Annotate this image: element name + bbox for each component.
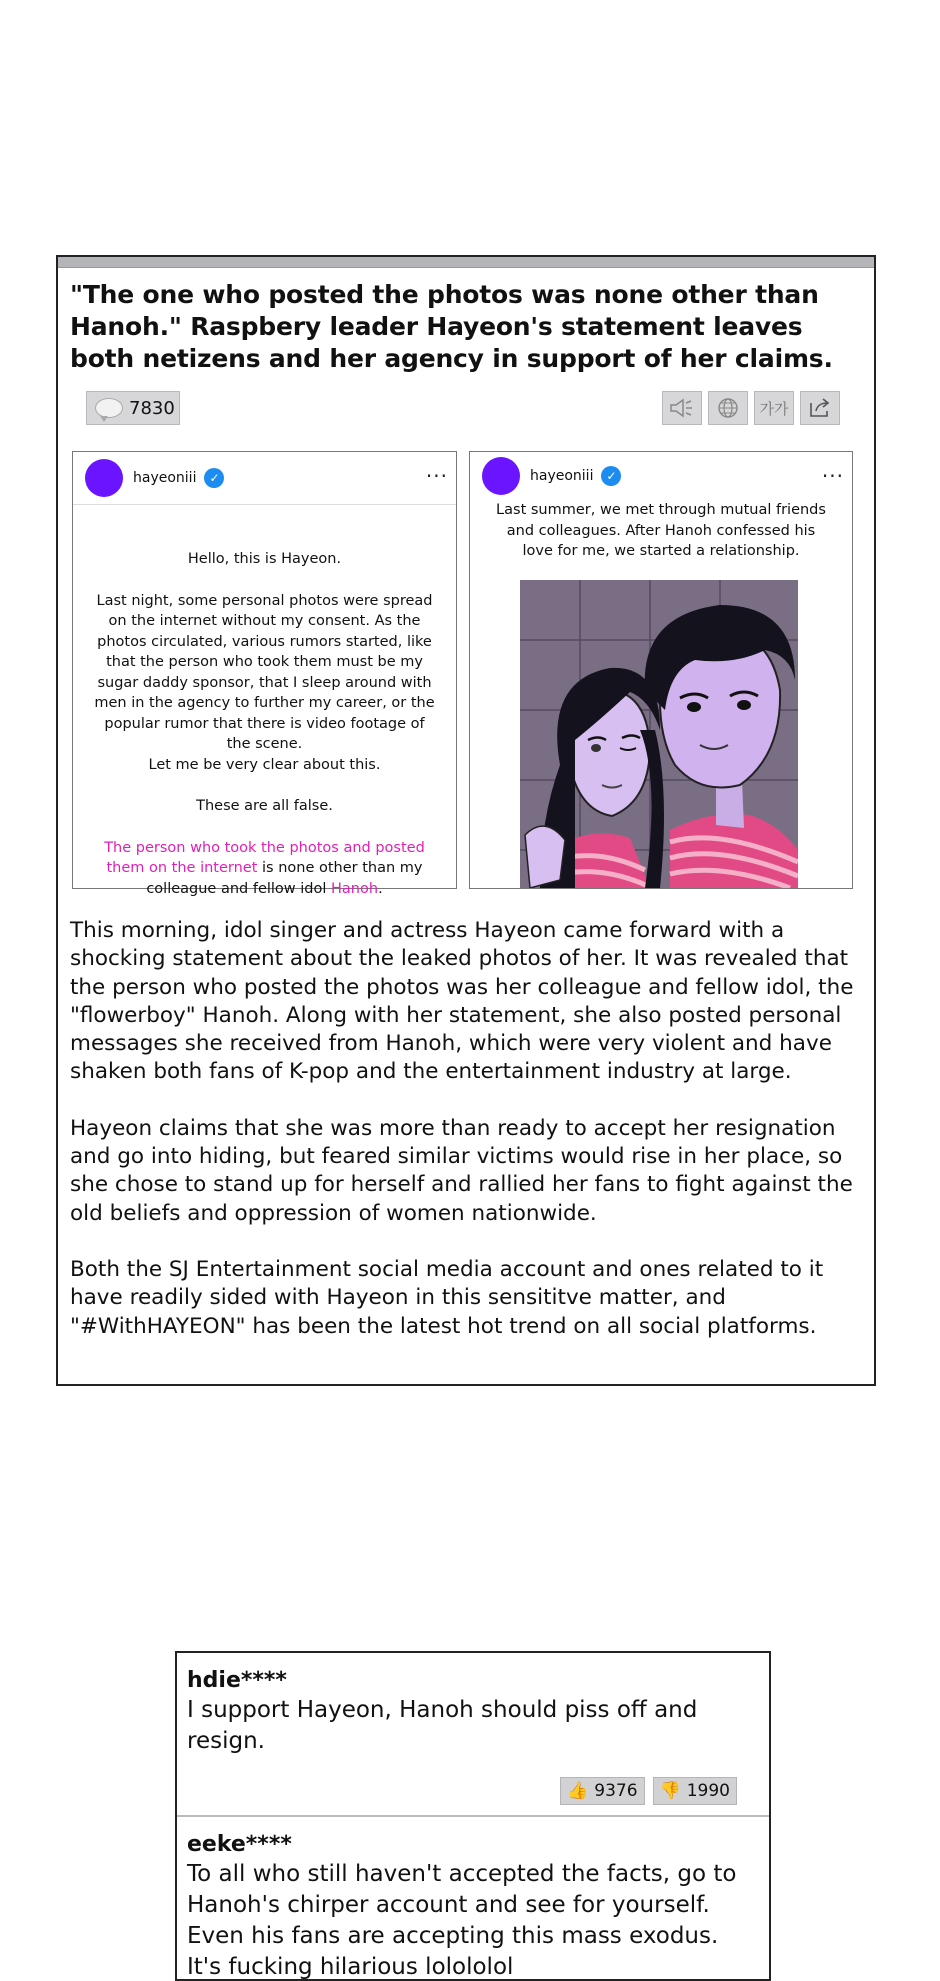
post-text: is none other than my colleague and fellow idol xyxy=(146,860,423,897)
speaker-icon xyxy=(669,397,695,419)
post-greeting: Hello, this is Hayeon. xyxy=(187,551,342,567)
avatar[interactable] xyxy=(85,459,123,497)
article-body xyxy=(70,917,870,1369)
comment-bubble-icon xyxy=(95,398,123,418)
article-paragraph: Hayeon claims that she was more than ready to accept her resignation and go into hiding, but feared similar victims would rise in her place, so she chose to stand up for herself and rallied her fans to fight against the old beliefs and oppression of women nationwide. xyxy=(70,1115,853,1226)
post-paragraph: Let me be very clear about this. xyxy=(148,756,381,773)
thumbs-down-icon: 👎 xyxy=(659,1781,681,1801)
post-paragraph: Last night, some personal photos were spread on the internet without my consent. As the photos circulated, various rumors started, like that the person who took them must be my sugar daddy sponsor, that I sleep around with men in the agency to further my career, or the popular rumor that there is video footage of the scene. xyxy=(94,592,435,752)
article-top-bar xyxy=(58,257,874,268)
share-icon xyxy=(808,397,832,419)
font-size-button[interactable] xyxy=(754,391,794,425)
comment-item xyxy=(177,1815,769,1981)
article-paragraph: Both the SJ Entertainment social media account and ones related to it have readily sided with Hayeon in this sensititve matter, and "#WithHAYEON" has been the latest hot trend on all social platforms. xyxy=(70,1256,824,1339)
comment-text: I support Hayeon, Hanoh should piss off and resign. xyxy=(187,1697,698,1754)
highlighted-text: The person who took the photos and posted them on the internet xyxy=(104,839,425,876)
post-handle[interactable]: hayeoniii xyxy=(530,468,594,484)
verified-badge-icon: ✓ xyxy=(204,468,224,488)
translate-button[interactable] xyxy=(708,391,748,425)
comment-item xyxy=(177,1653,769,1815)
post-body xyxy=(73,505,456,899)
dislike-count: 1990 xyxy=(686,1781,730,1801)
like-button[interactable] xyxy=(560,1777,644,1805)
more-options-icon[interactable]: ··· xyxy=(821,464,844,488)
thumbs-up-icon: 👍 xyxy=(567,1781,589,1801)
avatar[interactable] xyxy=(482,457,520,495)
post-paragraph: These are all false. xyxy=(196,798,333,814)
post-text: . xyxy=(378,880,383,897)
speaker-button[interactable] xyxy=(662,391,702,425)
comment-text: To all who still haven't accepted the facts, go to Hanoh's chirper account and see for yourself. Even his fans are accepting this mass exodus. It's fucking hilarious lolololol xyxy=(187,1861,737,1980)
article-paragraph: This morning, idol singer and actress Hayeon came forward with a shocking statement about the leaked photos of her. It was revealed that the person who posted the photos was her colleague and fellow idol, the "flowerboy" Hanoh. Along with her statement, she also posted personal messages she received from Hanoh, which were very violent and have shaken both fans of K-pop and the entertainment industry at large. xyxy=(70,918,854,1085)
globe-icon xyxy=(716,396,740,420)
couple-photo-image xyxy=(520,580,798,888)
comments-section xyxy=(175,1651,771,1981)
embedded-post-photo xyxy=(469,451,853,889)
verified-badge-icon: ✓ xyxy=(601,466,621,486)
highlighted-name: Hanoh xyxy=(331,880,379,897)
font-size-icon: 가가 xyxy=(759,399,789,418)
more-options-icon[interactable]: ··· xyxy=(425,464,448,488)
comment-count: 7830 xyxy=(129,397,175,419)
share-button[interactable] xyxy=(800,391,840,425)
comment-username[interactable]: hdie**** xyxy=(187,1668,287,1693)
dislike-button[interactable] xyxy=(653,1777,737,1805)
post-accusation xyxy=(73,838,456,900)
embedded-post-statement xyxy=(72,451,457,897)
article-headline: "The one who posted the photos was none other than Hanoh." Raspbery leader Hayeon's statement leaves both netizens and her agency in support of her claims. xyxy=(70,280,833,373)
comment-votes xyxy=(187,1757,759,1815)
news-article-card xyxy=(56,255,876,1386)
like-count: 9376 xyxy=(594,1781,638,1801)
comment-username[interactable]: eeke**** xyxy=(187,1832,292,1857)
post-header xyxy=(470,452,852,500)
post-handle[interactable]: hayeoniii xyxy=(133,470,197,486)
comment-count-button[interactable] xyxy=(86,391,180,425)
post-caption: Last summer, we met through mutual friends and colleagues. After Hanoh confessed his love for me, we started a relationship. xyxy=(496,502,826,559)
post-header xyxy=(73,452,456,505)
